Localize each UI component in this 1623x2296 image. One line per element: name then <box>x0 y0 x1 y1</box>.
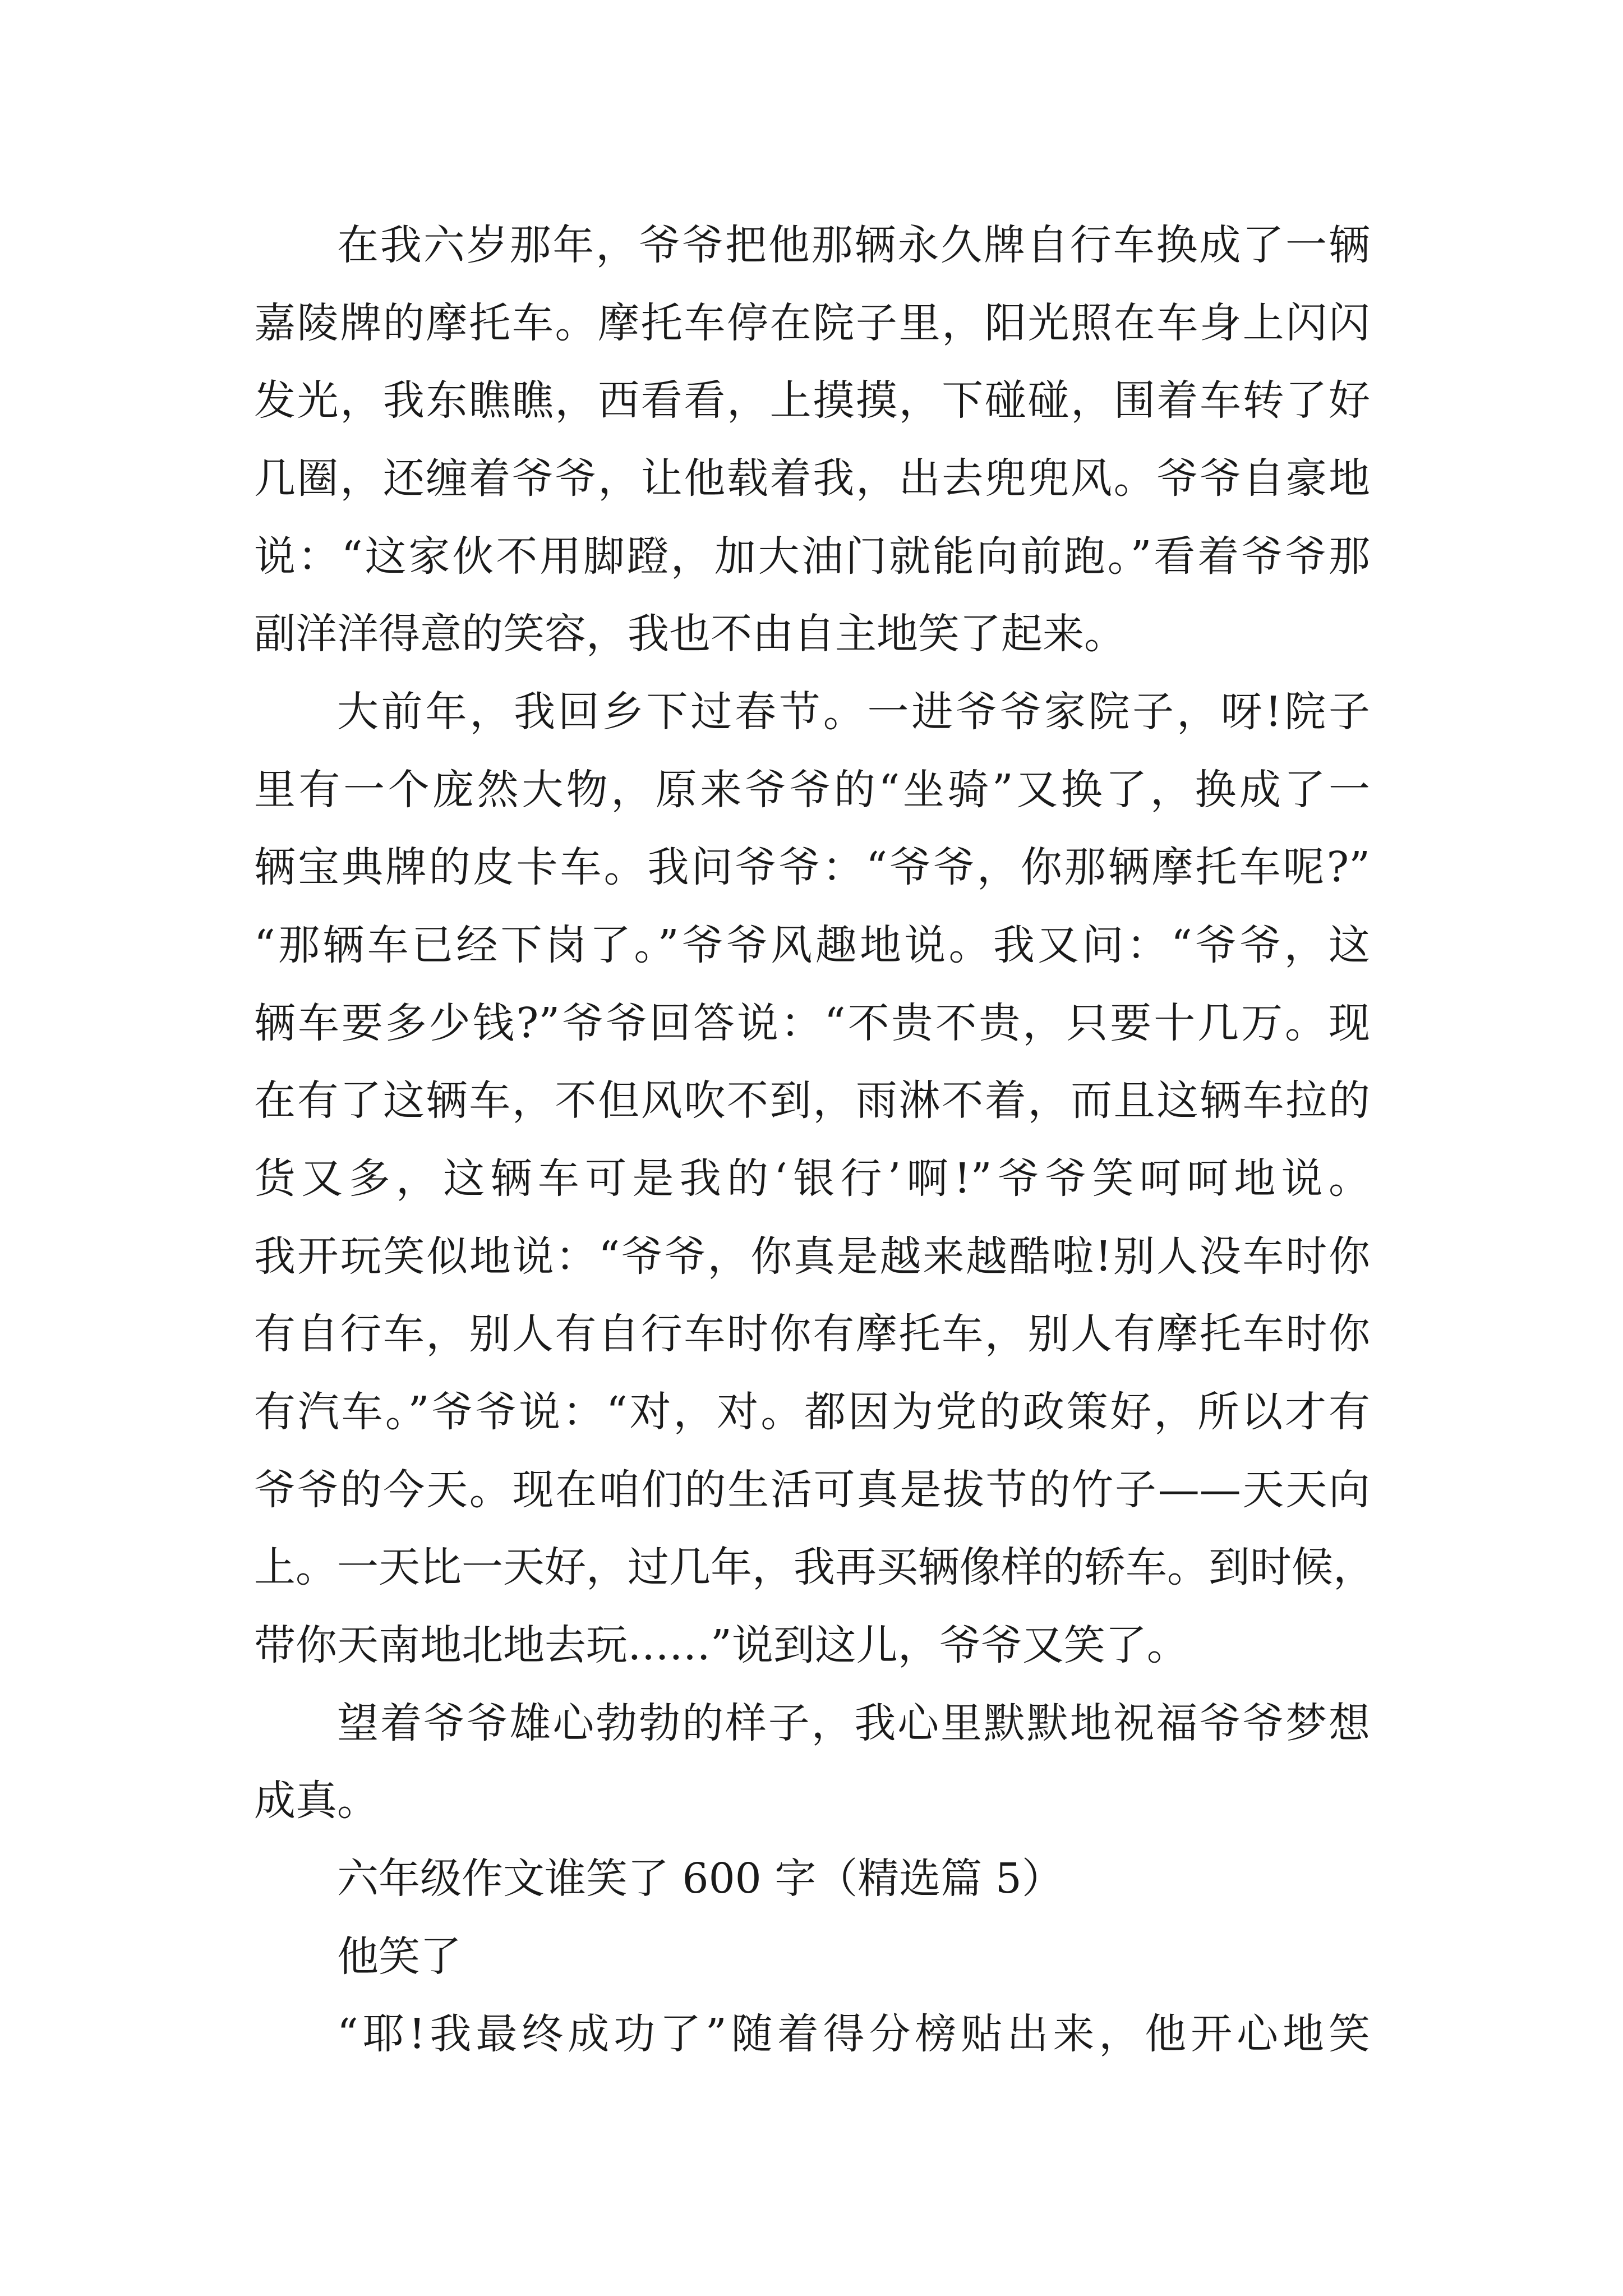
text-line: “耶!我最终成功了”随着得分榜贴出来，他开心地笑 <box>337 2010 1370 2058</box>
section-heading: 六年级作文谁笑了 600 字（精选篇 5） <box>337 1855 1063 1903</box>
text-line: 几圈，还缠着爷爷，让他载着我，出去兜兜风。爷爷自豪地 <box>254 454 1370 503</box>
text-line: 望着爷爷雄心勃勃的样子，我心里默默地祝福爷爷梦想 <box>337 1699 1370 1747</box>
text-line: 说：“这家伙不用脚蹬，加大油门就能向前跑。”看着爷爷那 <box>254 532 1370 581</box>
text-line: 在有了这辆车，不但风吹不到，雨淋不着，而且这辆车拉的 <box>254 1076 1370 1125</box>
text-line: 有自行车，别人有自行车时你有摩托车，别人有摩托车时你 <box>254 1310 1370 1358</box>
text-line: 带你天南地北地去玩……”说到这儿，爷爷又笑了。 <box>254 1621 1188 1669</box>
text-line: 大前年，我回乡下过春节。一进爷爷家院子，呀!院子 <box>337 688 1370 736</box>
text-line: 里有一个庞然大物，原来爷爷的“坐骑”又换了，换成了一 <box>254 766 1370 814</box>
text-line: 有汽车。”爷爷说：“对，对。都因为党的政策好，所以才有 <box>254 1388 1370 1436</box>
text-line: “那辆车已经下岗了。”爷爷风趣地说。我又问：“爷爷，这 <box>254 921 1370 969</box>
text-line: 副洋洋得意的笑容，我也不由自主地笑了起来。 <box>254 610 1126 658</box>
text-line: 货又多，这辆车可是我的‘银行’啊!”爷爷笑呵呵地说。 <box>254 1154 1370 1203</box>
text-line: 我开玩笑似地说：“爷爷，你真是越来越酷啦!别人没车时你 <box>254 1232 1370 1281</box>
text-line: 辆车要多少钱?”爷爷回答说：“不贵不贵，只要十几万。现 <box>254 999 1370 1047</box>
text-line: 在我六岁那年，爷爷把他那辆永久牌自行车换成了一辆 <box>337 221 1370 269</box>
text-line: 发光，我东瞧瞧，西看看，上摸摸，下碰碰，围着车转了好 <box>254 376 1370 425</box>
text-line: 嘉陵牌的摩托车。摩托车停在院子里，阳光照在车身上闪闪 <box>254 299 1370 347</box>
text-line: 爷爷的今天。现在咱们的生活可真是拔节的竹子——天天向 <box>254 1466 1370 1514</box>
text-line: 成真。 <box>254 1777 379 1825</box>
essay-title: 他笑了 <box>337 1932 462 1981</box>
text-line: 辆宝典牌的皮卡车。我问爷爷：“爷爷，你那辆摩托车呢?” <box>254 843 1370 891</box>
text-line: 上。一天比一天好，过几年，我再买辆像样的轿车。到时候， <box>254 1543 1375 1591</box>
